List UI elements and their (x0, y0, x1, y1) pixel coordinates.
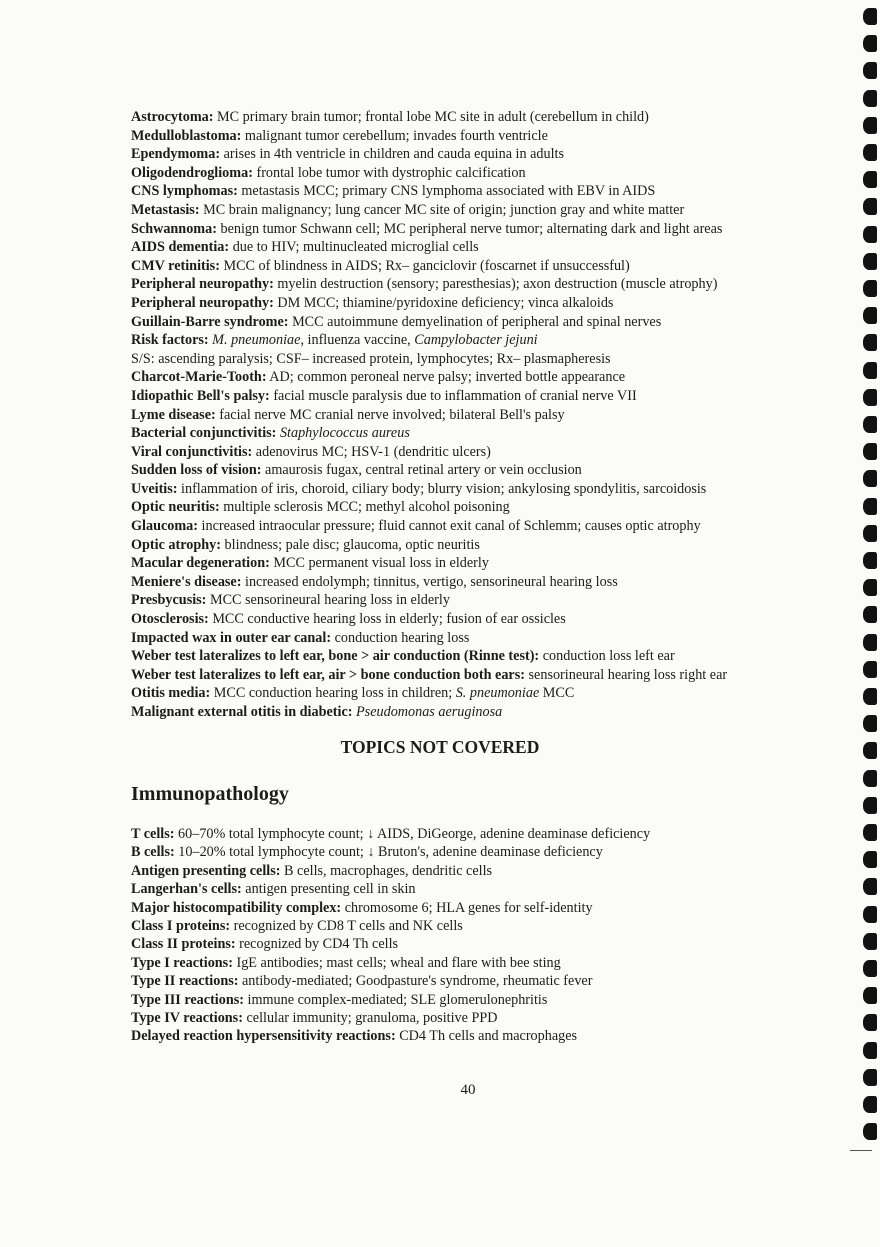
binding-hole (863, 634, 877, 651)
binding-hole (863, 144, 877, 161)
note-term: Bacterial conjunctivitis: (131, 425, 277, 442)
note-description: recognized by CD8 T cells and NK cells (230, 918, 463, 935)
section-heading-immunopathology: Immunopathology (131, 783, 289, 805)
note-line (131, 182, 821, 201)
note-description: MCC sensorineural hearing loss in elderly (206, 592, 450, 609)
binding-hole (863, 878, 877, 895)
binding-hole (863, 1042, 877, 1059)
note-line (131, 647, 821, 666)
note-term: B cells: (131, 844, 175, 861)
note-line (131, 201, 821, 220)
note-line (131, 275, 821, 294)
binding-hole (863, 688, 877, 705)
binding-hole (863, 62, 877, 79)
note-description: frontal lobe tumor with dystrophic calcification (252, 164, 526, 181)
note-term: Antigen presenting cells: (131, 862, 281, 879)
note-term: Viral conjunctivitis: (131, 443, 253, 460)
note-line (131, 843, 831, 861)
note-description: inflammation of iris, choroid, ciliary body; blurry vision; ankylosing spondylitis, sarcoidosis (177, 480, 707, 497)
note-line (131, 387, 821, 406)
topics-not-covered-heading: TOPICS NOT COVERED (340, 737, 540, 757)
note-line (131, 629, 821, 648)
binding-hole (863, 851, 877, 868)
binding-hole (863, 253, 877, 270)
binding-hole (863, 117, 877, 134)
note-term: Optic atrophy: (131, 536, 221, 553)
binding-hole (863, 226, 877, 243)
note-line (131, 461, 821, 480)
note-line (131, 917, 831, 935)
note-description: MCC conduction hearing loss in children; (210, 685, 456, 702)
note-term: Charcot-Marie-Tooth: (131, 369, 267, 386)
note-line (131, 368, 821, 387)
note-description: antibody-mediated; Goodpasture's syndrome, rheumatic fever (238, 973, 593, 990)
binding-hole (863, 35, 877, 52)
note-description: IgE antibodies; mast cells; wheal and flare with bee sting (232, 954, 561, 971)
note-italic-term: S. pneumoniae (455, 685, 540, 702)
binding-hole (863, 1123, 877, 1140)
note-term: Major histocompatibility complex: (131, 899, 342, 916)
note-term: CNS lymphomas: (131, 183, 238, 200)
binding-hole (863, 742, 877, 759)
note-line (131, 536, 821, 555)
note-term: Langerhan's cells: (131, 881, 242, 898)
binding-hole (863, 824, 877, 841)
binding-hole (863, 470, 877, 487)
note-term: Weber test lateralizes to left ear, air > bone conduction both ears: (131, 666, 525, 683)
note-italic-term: M. pneumoniae (212, 332, 301, 349)
note-description: immune complex-mediated; SLE glomerulonephritis (243, 991, 548, 1008)
note-line (131, 991, 831, 1009)
note-term: Weber test lateralizes to left ear, bone > air conduction (Rinne test): (131, 648, 540, 665)
note-description: facial nerve MC cranial nerve involved; bilateral Bell's palsy (215, 406, 565, 423)
notes-list-immunopathology (131, 825, 831, 1046)
note-term: Class II proteins: (131, 936, 236, 953)
binding-hole (863, 362, 877, 379)
note-line (131, 498, 821, 517)
binding-hole (863, 715, 877, 732)
binding-hole (863, 525, 877, 542)
binding-hole (863, 606, 877, 623)
note-description: facial muscle paralysis due to inflammation of cranial nerve VII (269, 387, 637, 404)
note-term: Peripheral neuropathy: (131, 276, 274, 293)
note-description: 10–20% total lymphocyte count; ↓ Bruton's, adenine deaminase deficiency (174, 844, 603, 861)
note-line (131, 238, 821, 257)
note-description: MCC permanent visual loss in elderly (269, 555, 489, 572)
note-line (131, 257, 821, 276)
note-line (131, 684, 821, 703)
spiral-binding-holes (850, 0, 880, 1247)
note-description: increased endolymph; tinnitus, vertigo, sensorineural hearing loss (241, 573, 618, 590)
binding-hole (863, 552, 877, 569)
note-term: Oligodendroglioma: (131, 164, 253, 181)
note-description: benign tumor Schwann cell; MC peripheral nerve tumor; alternating dark and light areas (216, 220, 723, 237)
note-term: Uveitis: (131, 480, 178, 497)
binding-hole (863, 198, 877, 215)
note-line (131, 573, 821, 592)
note-line (131, 610, 821, 629)
note-term: CMV retinitis: (131, 257, 220, 274)
note-term: Idiopathic Bell's palsy: (131, 387, 270, 404)
note-line (131, 666, 821, 685)
note-term: Otitis media: (131, 685, 211, 702)
binding-hole (863, 987, 877, 1004)
note-term: S/S: (131, 350, 155, 367)
note-line (131, 825, 831, 843)
note-line (131, 862, 831, 880)
note-description: MC primary brain tumor; frontal lobe MC site in adult (cerebellum in child) (213, 109, 649, 125)
note-description: adenovirus MC; HSV-1 (dendritic ulcers) (252, 443, 491, 460)
binding-hole (863, 171, 877, 188)
note-description: arises in 4th ventricle in children and cauda equina in adults (220, 146, 565, 163)
note-line (131, 703, 821, 722)
note-term: Ependymoma: (131, 146, 221, 163)
page-edge-mark (850, 1150, 872, 1151)
note-term: Delayed reaction hypersensitivity reactions: (131, 1028, 396, 1045)
note-description: CD4 Th cells and macrophages (395, 1028, 578, 1045)
binding-hole (863, 334, 877, 351)
note-line (131, 591, 821, 610)
note-description: cellular immunity; granuloma, positive PPD (242, 1010, 498, 1027)
note-term: Guillain-Barre syndrome: (131, 313, 289, 330)
note-italic-term: Campylobacter jejuni (414, 332, 538, 349)
binding-hole (863, 307, 877, 324)
note-line (131, 108, 821, 127)
note-term: Malignant external otitis in diabetic: (131, 704, 353, 720)
binding-hole (863, 579, 877, 596)
note-description: amaurosis fugax, central retinal artery or vein occlusion (261, 462, 582, 479)
binding-hole (863, 389, 877, 406)
notes-list-neuro (131, 108, 821, 722)
binding-hole (863, 770, 877, 787)
note-term: AIDS dementia: (131, 239, 230, 256)
note-line (131, 554, 821, 573)
note-term: Class I proteins: (131, 918, 231, 935)
note-line (131, 294, 821, 313)
note-description: 60–70% total lymphocyte count; ↓ AIDS, DiGeorge, adenine deaminase deficiency (174, 826, 651, 842)
note-description: metastasis MCC; primary CNS lymphoma associated with EBV in AIDS (237, 183, 656, 200)
note-description-cont: MCC (539, 685, 575, 702)
note-description: due to HIV; multinucleated microglial cells (229, 239, 479, 256)
note-description: sensorineural hearing loss right ear (524, 666, 728, 683)
note-term: Risk factors: (131, 332, 209, 349)
note-description: multiple sclerosis MCC; methyl alcohol poisoning (219, 499, 510, 516)
note-description: B cells, macrophages, dendritic cells (280, 862, 493, 879)
note-description: MC brain malignancy; lung cancer MC site of origin; junction gray and white matter (199, 201, 685, 218)
note-line (131, 443, 821, 462)
note-term: Otosclerosis: (131, 611, 209, 628)
note-term: Lyme disease: (131, 406, 216, 423)
binding-hole (863, 960, 877, 977)
note-description: ascending paralysis; CSF– increased protein, lymphocytes; Rx– plasmapheresis (154, 350, 611, 367)
note-line (131, 972, 831, 990)
note-term: Presbycusis: (131, 592, 207, 609)
note-italic-term: Pseudomonas aeruginosa (356, 704, 503, 720)
binding-hole (863, 1096, 877, 1113)
note-description-cont: , influenza vaccine, (300, 332, 415, 349)
note-term: Type II reactions: (131, 973, 239, 990)
page-number: 40 (460, 1082, 476, 1098)
note-description: chromosome 6; HLA genes for self-identity (341, 899, 593, 916)
note-term: Meniere's disease: (131, 573, 242, 590)
note-description: blindness; pale disc; glaucoma, optic neuritis (221, 536, 480, 553)
note-term: Type III reactions: (131, 991, 244, 1008)
note-line (131, 350, 821, 369)
binding-hole (863, 906, 877, 923)
binding-hole (863, 661, 877, 678)
note-line (131, 331, 821, 350)
binding-hole (863, 1014, 877, 1031)
note-term: Sudden loss of vision: (131, 462, 262, 479)
note-description: AD; common peroneal nerve palsy; inverted bottle appearance (266, 369, 626, 386)
note-line (131, 517, 821, 536)
note-term: Optic neuritis: (131, 499, 220, 516)
note-line (131, 935, 831, 953)
note-description: MCC autoimmune demyelination of peripheral and spinal nerves (288, 313, 662, 330)
note-description: malignant tumor cerebellum; invades fourth ventricle (241, 127, 548, 144)
note-line (131, 880, 831, 898)
note-line (131, 313, 821, 332)
note-description: recognized by CD4 Th cells (235, 936, 399, 953)
note-term: Astrocytoma: (131, 109, 214, 125)
note-line (131, 1009, 831, 1027)
note-italic-term: Staphylococcus aureus (279, 425, 410, 442)
note-term: Peripheral neuropathy: (131, 294, 274, 311)
note-description: conduction loss left ear (539, 648, 675, 665)
binding-hole (863, 8, 877, 25)
note-term: Metastasis: (131, 201, 200, 218)
note-term: Type IV reactions: (131, 1010, 243, 1027)
note-term: Glaucoma: (131, 518, 198, 535)
note-description: MCC of blindness in AIDS; Rx– ganciclovir (foscarnet if unsuccessful) (219, 257, 630, 274)
note-line (131, 954, 831, 972)
note-term: Medulloblastoma: (131, 127, 242, 144)
note-term: Schwannoma: (131, 220, 217, 237)
note-description: myelin destruction (sensory; paresthesias); axon destruction (muscle atrophy) (273, 276, 718, 293)
note-description: MCC conductive hearing loss in elderly; fusion of ear ossicles (208, 611, 566, 628)
note-description: DM MCC; thiamine/pyridoxine deficiency; vinca alkaloids (273, 294, 614, 311)
binding-hole (863, 498, 877, 515)
note-line (131, 145, 821, 164)
note-line (131, 127, 821, 146)
note-line (131, 424, 821, 443)
note-term: T cells: (131, 826, 175, 842)
binding-hole (863, 797, 877, 814)
note-line (131, 406, 821, 425)
binding-hole (863, 416, 877, 433)
note-line (131, 220, 821, 239)
binding-hole (863, 280, 877, 297)
binding-hole (863, 90, 877, 107)
binding-hole (863, 443, 877, 460)
note-description: antigen presenting cell in skin (241, 881, 416, 898)
note-term: Impacted wax in outer ear canal: (131, 629, 332, 646)
note-line (131, 1027, 831, 1045)
binding-hole (863, 1069, 877, 1086)
note-term: Macular degeneration: (131, 555, 270, 572)
binding-hole (863, 933, 877, 950)
note-line (131, 480, 821, 499)
note-description: increased intraocular pressure; fluid cannot exit canal of Schlemm; causes optic atrophy (198, 518, 701, 535)
note-line (131, 899, 831, 917)
note-line (131, 164, 821, 183)
note-description: conduction hearing loss (331, 629, 470, 646)
note-term: Type I reactions: (131, 954, 233, 971)
